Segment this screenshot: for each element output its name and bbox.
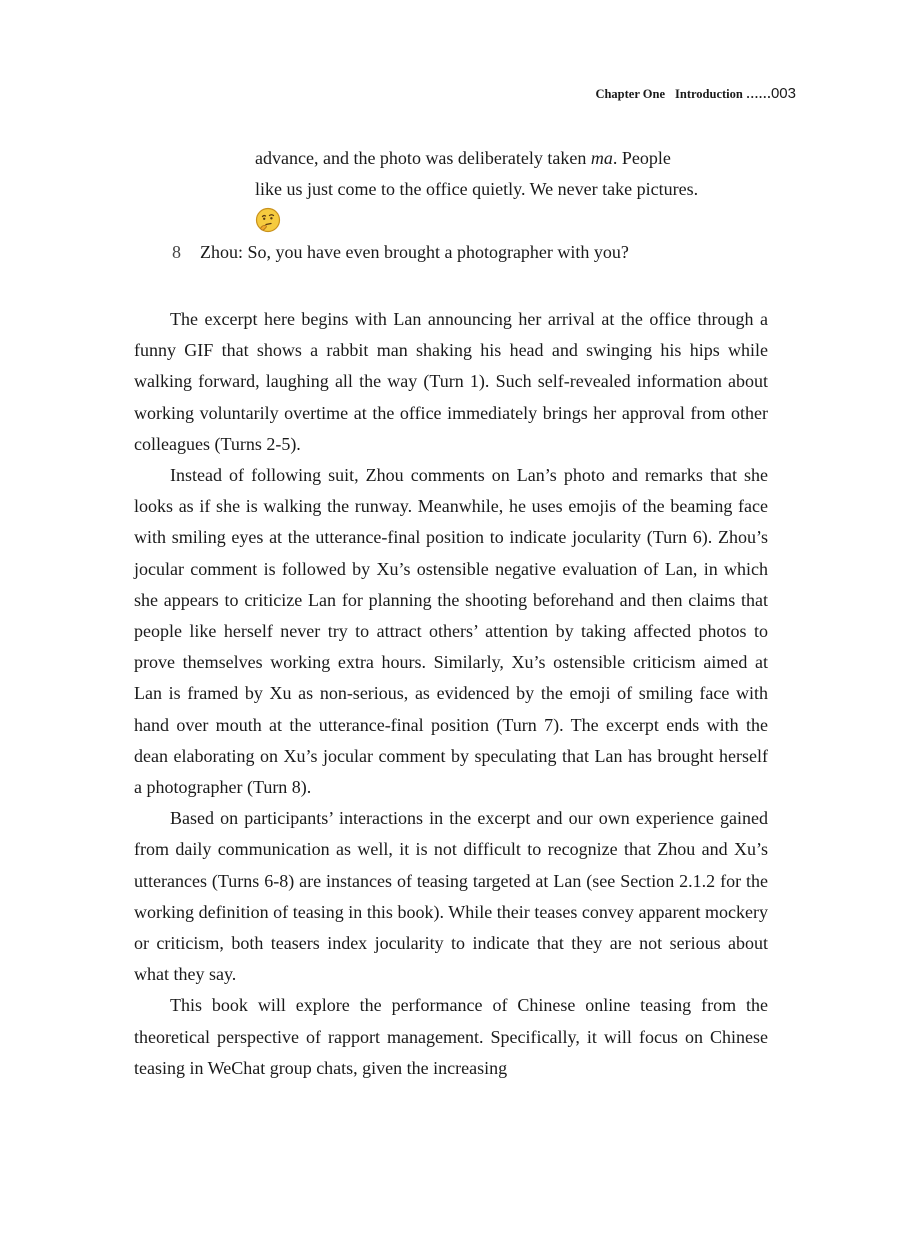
chat-excerpt [172, 143, 772, 268]
paragraph-1: The excerpt here begins with Lan announcing her arrival at the office through a funny GIF that shows a rabbit man shaking his head and swinging his hips while walking forward, laughing all the way (Turn 1). Such self-revealed information about working voluntarily overtime at the office immediately brings her approval from other colleagues (Turns 2-5). [134, 309, 768, 454]
running-header [595, 84, 796, 104]
chapter-label: Chapter One [595, 87, 665, 101]
continuation-line-2: like us just come to the office quietly. We never take pictures. [255, 179, 699, 199]
turn-text: Zhou: So, you have even brought a photographer with you? [200, 242, 629, 262]
chapter-title: Introduction [675, 87, 743, 101]
body-text [134, 304, 768, 1084]
continuation-line-1: advance, and the photo was deliberately taken ma. People [255, 148, 671, 168]
paragraph-2: Instead of following suit, Zhou comments on Lan’s photo and remarks that she looks as if she is walking the runway. Meanwhile, he uses emojis of the beaming face with smiling eyes at the utterance-final position to indicate jocularity (Turn 6). Zhou’s jocular comment is followed by Xu’s ostensible negative evaluation of Lan, in which she appears to criticize Lan for planning the shooting beforehand and then claims that people like herself never try to attract others’ attention by taking affected photos to prove themselves working extra hours. Similarly, Xu’s ostensible criticism aimed at Lan is framed by Xu as non-serious, as evidenced by the emoji of smiling face with hand over mouth at the utterance-final position (Turn 7). The excerpt ends with the dean elaborating on Xu’s jocular comment by speculating that Lan has brought herself a photographer (Turn 8). [134, 465, 768, 798]
page-number: 003 [770, 85, 796, 102]
paragraph-4: This book will explore the performance of Chinese online teasing from the theoretical perspective of rapport management. Specifically, it will focus on Chinese teasing in WeChat group chats, given the increasing [134, 995, 768, 1078]
paragraph-3: Based on participants’ interactions in the excerpt and our own experience gained from daily communication as well, it is not difficult to recognize that Zhou and Xu’s utterances (Turns 6-8) are instances of teasing targeted at Lan (see Section 2.1.2 for the working definition of teasing in this book). While their teases convey apparent mockery or criticism, both teasers index jocularity to indicate that they are not serious about what they say. [134, 808, 768, 985]
turn-number: 8 [172, 242, 181, 262]
thinking-face-icon [255, 207, 281, 233]
turn7-continuation [255, 143, 767, 233]
header-dots: …… [745, 87, 771, 101]
turn-8 [172, 237, 772, 268]
